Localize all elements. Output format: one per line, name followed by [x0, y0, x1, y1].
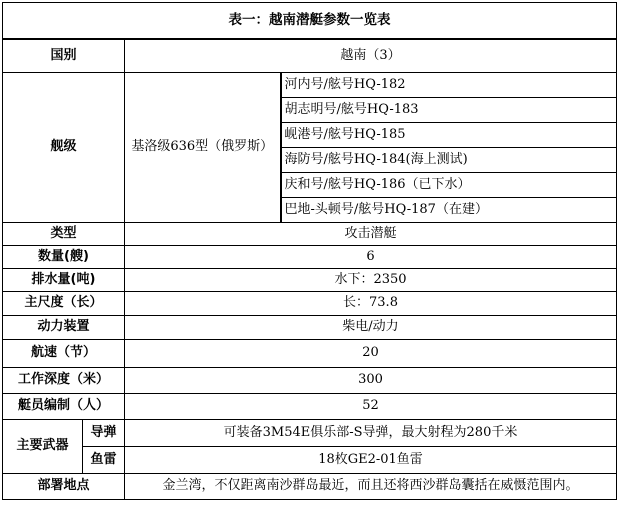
depth-label: 工作深度（米）: [3, 368, 125, 394]
missile-label: 导弹: [83, 420, 125, 447]
country-value: 越南（3）: [125, 39, 617, 73]
torpedo-value: 18枚GE2-01鱼雷: [125, 447, 617, 474]
submarine-parameter-table: [2, 2, 617, 500]
table-title: 表一：越南潜艇参数一览表: [3, 3, 617, 39]
torpedo-label: 鱼雷: [83, 447, 125, 474]
dimension-label: 主尺度（长）: [3, 292, 125, 316]
class-type: 基洛级636型（俄罗斯）: [125, 73, 281, 223]
missile-value: 可装备3M54E俱乐部-S导弹，最大射程为280千米: [125, 420, 617, 447]
crew-value: 52: [125, 394, 617, 420]
power-label: 动力装置: [3, 316, 125, 340]
displacement-label: 排水量(吨): [3, 269, 125, 292]
base-label: 部署地点: [3, 474, 125, 500]
ship-name: 海防号/舷号HQ-184(海上测试): [281, 148, 617, 173]
country-label: 国别: [3, 39, 125, 73]
quantity-value: 6: [125, 246, 617, 269]
ship-name: 胡志明号/舷号HQ-183: [281, 98, 617, 123]
ship-name: 岘港号/舷号HQ-185: [281, 123, 617, 148]
depth-value: 300: [125, 368, 617, 394]
weapons-label: 主要武器: [3, 420, 83, 474]
ship-name: 巴地-头顿号/舷号HQ-187（在建）: [281, 198, 617, 223]
crew-label: 艇员编制（人）: [3, 394, 125, 420]
ship-name: 河内号/舷号HQ-182: [281, 73, 617, 98]
speed-value: 20: [125, 340, 617, 368]
power-value: 柴电/动力: [125, 316, 617, 340]
ship-name: 庆和号/舷号HQ-186（已下水）: [281, 173, 617, 198]
speed-label: 航速（节）: [3, 340, 125, 368]
kind-value: 攻击潜艇: [125, 223, 617, 246]
displacement-value: 水下：2350: [125, 269, 617, 292]
class-label: 舰级: [3, 73, 125, 223]
dimension-value: 长：73.8: [125, 292, 617, 316]
quantity-label: 数量(艘): [3, 246, 125, 269]
kind-label: 类型: [3, 223, 125, 246]
base-value: 金兰湾，不仅距离南沙群岛最近，而且还将西沙群岛囊括在威慑范围内。: [125, 474, 617, 500]
